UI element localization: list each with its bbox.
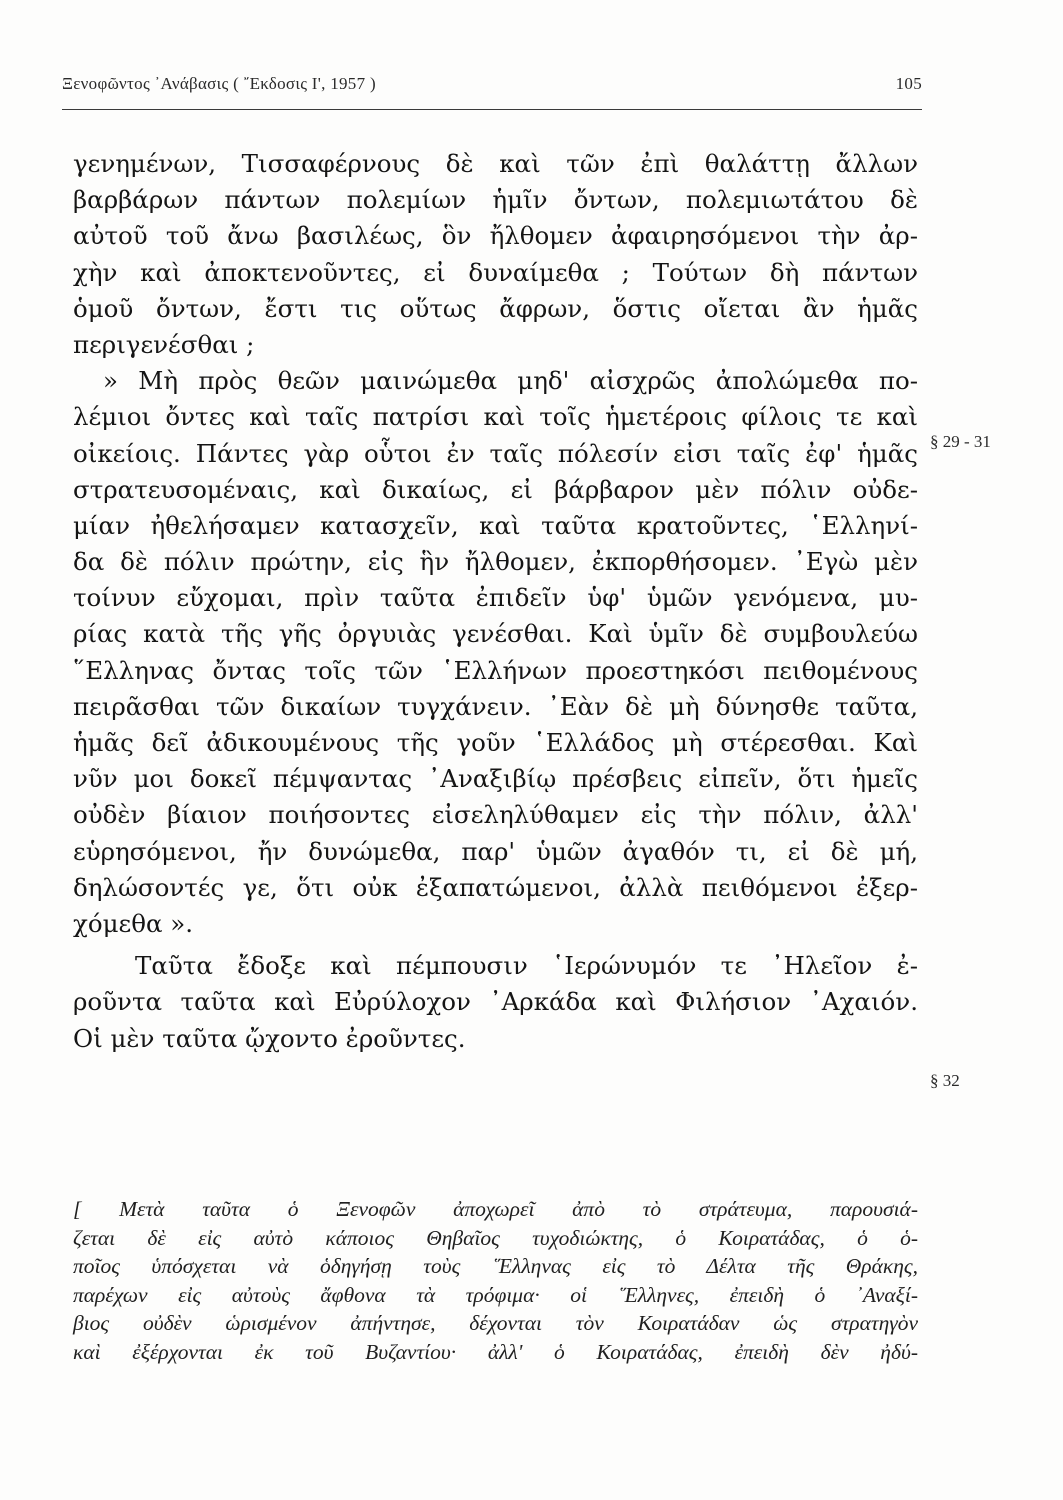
text-line: οὐδὲν βίαιον ποιήσοντες εἰσεληλύθαμεν εἰς τὴν πόλιν, ἀλλ': [73, 800, 918, 830]
main-text: [73, 146, 918, 1057]
text-line: νῦν μοι δοκεῖ πέμψαντας ᾿Αναξιβίῳ πρέσβεις εἰπεῖν, ὅτι ἡμεῖς: [73, 764, 918, 794]
text-line: αὐτοῦ τοῦ ἄνω βασιλέως, ὃν ἤλθομεν ἀφαιρησόμενοι τὴν ἀρ-: [73, 221, 918, 251]
text-line: μίαν ἠθελήσαμεν κατασχεῖν, καὶ ταῦτα κρατοῦντες, ῾Ελληνί-: [73, 510, 918, 540]
text-line: οἰκείοις. Πάντες γὰρ οὗτοι ἐν ταῖς πόλεσίν εἰσι ταῖς ἐφ' ἡμᾶς: [73, 438, 918, 468]
text-line: στρατευσομέναις, καὶ δικαίως, εἰ βάρβαρον μὲν πόλιν οὐδε-: [73, 474, 918, 504]
text-line: ροῦντα ταῦτα καὶ Εὐρύλοχον ᾿Αρκάδα καὶ Φιλήσιον ᾿Αχαιόν.: [73, 987, 918, 1017]
text-line: πειρᾶσθαι τῶν δικαίων τυγχάνειν. ᾿Εὰν δὲ μὴ δύνησθε ταῦτα,: [73, 691, 918, 721]
summary-line: παρέχων εἰς αὐτοὺς ἄφθονα τὰ τρόφιμα· οἱ ῞Ελληνες, ἐπειδὴ ὁ ᾿Αναξί-: [73, 1282, 918, 1307]
text-line: δα δὲ πόλιν πρώτην, εἰς ἣν ἤλθομεν, ἐκπορθήσομεν. ᾿Εγὼ μὲν: [73, 547, 918, 577]
text-line: δηλώσοντές γε, ὅτι οὐκ ἐξαπατώμενοι, ἀλλὰ πειθόμενοι ἐξερ-: [73, 872, 918, 902]
text-line: περιγενέσθαι ;: [73, 329, 255, 359]
running-title: Ξενοφῶντος ᾿Ανάβασις ( ῎Εκδοσις Ι', 1957 ): [62, 74, 376, 93]
summary-line: βιος οὐδὲν ὡρισμένον ἀπήντησε, δέχονται τὸν Κοιρατάδαν ὡς στρατηγὸν: [73, 1311, 918, 1336]
summary-note: [73, 1195, 918, 1367]
summary-line: ζεται δὲ εἰς αὐτὸ κάποιος Θηβαῖος τυχοδιώκτης, ὁ Κοιρατάδας, ὁ ὁ-: [73, 1225, 918, 1250]
text-line: τοίνυν εὔχομαι, πρὶν ταῦτα ἐπιδεῖν ὑφ' ὑμῶν γενόμενα, μυ-: [73, 583, 918, 613]
page-number: 105: [895, 74, 922, 93]
text-line: χόμεθα ».: [73, 908, 194, 938]
text-line: γενημένων, Τισσαφέρνους δὲ καὶ τῶν ἐπὶ θαλάττῃ ἄλλων: [73, 149, 918, 178]
margin-section-number: § 29 - 31: [930, 432, 991, 451]
summary-line: καὶ ἐξέρχονται ἐκ τοῦ Βυζαντίου· ἀλλ' ὁ Κοιρατάδας, ἐπειδὴ δὲν ἠδύ-: [73, 1339, 918, 1364]
summary-line: ποῖος ὑπόσχεται νὰ ὁδηγήσῃ τοὺς ῞Ελληνας εἰς τὸ Δέλτα τῆς Θράκης,: [73, 1254, 918, 1279]
text-line: Οἱ μὲν ταῦτα ᾤχοντο ἐροῦντες.: [73, 1023, 466, 1053]
text-line: ἡμᾶς δεῖ ἀδικουμένους τῆς γοῦν ῾Ελλάδος μὴ στέρεσθαι. Καὶ: [73, 728, 918, 757]
text-line: Ταῦτα ἔδοξε καὶ πέμπουσιν ῾Ιερώνυμόν τε ᾿Ηλεῖον ἐ-: [135, 951, 918, 981]
text-line: ῞Ελληνας ὄντας τοῖς τῶν ῾Ελλήνων προεστηκόσι πειθομένους: [73, 655, 918, 685]
text-line: λέμιοι ὄντες καὶ ταῖς πατρίσι καὶ τοῖς ἡμετέροις φίλοις τε καὶ: [73, 402, 918, 432]
summary-line: [ Μετὰ ταῦτα ὁ Ξενοφῶν ἀποχωρεῖ ἀπὸ τὸ στράτευμα, παρουσιά-: [73, 1197, 918, 1221]
text-line: χὴν καὶ ἀποκτενοῦντες, εἰ δυναίμεθα ; Τούτων δὴ πάντων: [73, 257, 918, 287]
text-line: ρίας κατὰ τῆς γῆς ὀργυιὰς γενέσθαι. Καὶ ὑμῖν δὲ συμβουλεύω: [73, 619, 918, 649]
header-rule: [62, 109, 922, 110]
text-line: ὁμοῦ ὄντων, ἔστι τις οὕτως ἄφρων, ὅστις οἴεται ἂν ἡμᾶς: [73, 293, 918, 323]
text-line: εὑρησόμενοι, ἤν δυνώμεθα, παρ' ὑμῶν ἀγαθόν τι, εἰ δὲ μή,: [73, 836, 918, 866]
text-line: » Μὴ πρὸς θεῶν μαινώμεθα μηδ' αἰσχρῶς ἀπολώμεθα πο-: [103, 366, 918, 396]
text-line: βαρβάρων πάντων πολεμίων ἡμῖν ὄντων, πολεμιωτάτου δὲ: [73, 185, 918, 215]
running-head: [62, 74, 922, 94]
margin-section-number: § 32: [930, 1071, 960, 1090]
